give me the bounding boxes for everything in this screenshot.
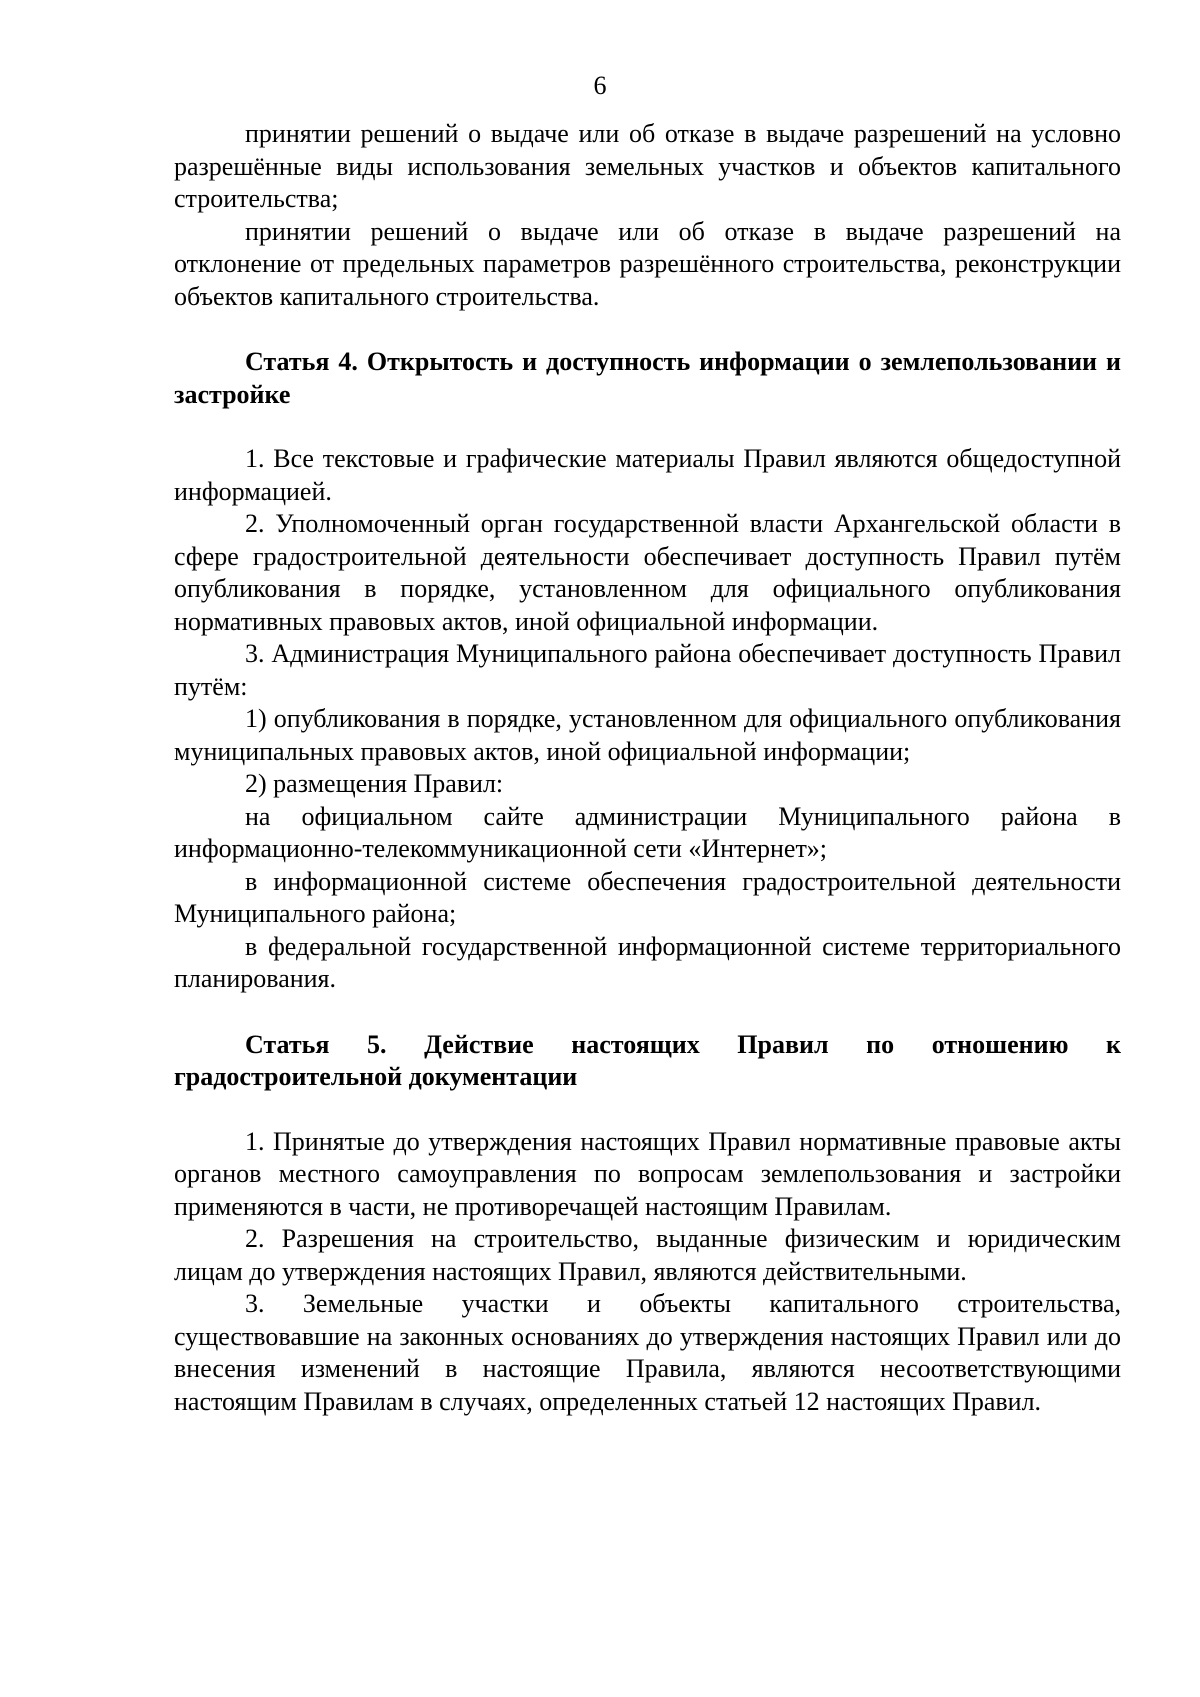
article-5-heading: Статья 5. Действие настоящих Правил по отношению к градостроительной документации bbox=[174, 1029, 1121, 1091]
paragraph: 1. Все текстовые и графические материалы Правил являются общедоступной информацией. bbox=[174, 444, 1121, 506]
list-item: 2) размещения Правил: bbox=[245, 769, 504, 798]
list-item: в федеральной государственной информационной системе территориального планирования. bbox=[174, 931, 1121, 993]
paragraph: 2. Уполномоченный орган государственной власти Архангельской области в сфере градостроительной деятельности обеспечивает доступность Правил путём опубликования в порядке, установленном для официального опубликования нормативных правовых актов, иной официальной информации. bbox=[174, 509, 1121, 636]
paragraph: принятии решений о выдаче или об отказе в выдаче разрешений на отклонение от предельных параметров разрешённого строительства, реконструкции объектов капитального строительства. bbox=[174, 216, 1121, 311]
paragraph: 3. Земельные участки и объекты капитального строительства, существовавшие на законных основаниях до утверждения настоящих Правил или до внесения изменений в настоящие Правила, являются несоответствующими настоящим Правилам в случаях, определенных статьей 12 настоящих Правил. bbox=[174, 1289, 1121, 1416]
page-number: 6 bbox=[593, 71, 607, 100]
paragraph: 3. Администрация Муниципального района обеспечивает доступность Правил путём: bbox=[174, 639, 1121, 701]
paragraph: принятии решений о выдаче или об отказе в выдаче разрешений на условно разрешённые виды использования земельных участков и объектов капитального строительства; bbox=[174, 119, 1121, 213]
list-item: на официальном сайте администрации Муниципального района в информационно-телекоммуникационной сети «Интернет»; bbox=[174, 801, 1121, 863]
list-item: 1) опубликования в порядке, установленном для официального опубликования муниципальных правовых актов, иной официальной информации; bbox=[174, 704, 1121, 766]
document-body bbox=[174, 118, 1121, 1418]
list-item: в информационной системе обеспечения градостроительной деятельности Муниципального района; bbox=[174, 866, 1121, 928]
paragraph: 2. Разрешения на строительство, выданные физическим и юридическим лицам до утверждения настоящих Правил, являются действительными. bbox=[174, 1224, 1121, 1286]
paragraph: 1. Принятые до утверждения настоящих Правил нормативные правовые акты органов местного самоуправления по вопросам землепользования и застройки применяются в части, не противоречащей настоящим Правилам. bbox=[174, 1126, 1121, 1221]
article-4-heading: Статья 4. Открытость и доступность информации о землепользовании и застройке bbox=[174, 347, 1121, 409]
